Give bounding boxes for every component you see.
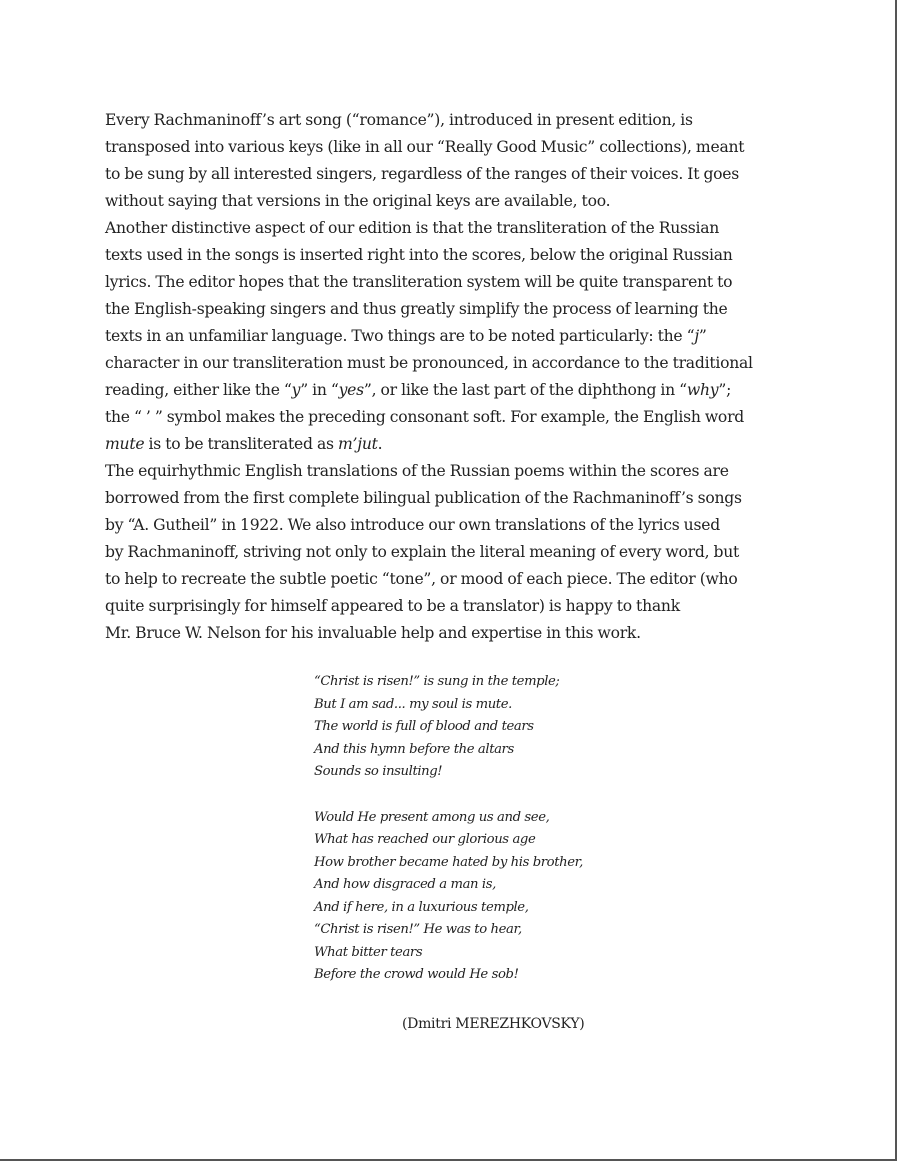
y-letter: y bbox=[291, 381, 301, 399]
intro-line: borrowed from the first complete bilingual publication of the Rachmaninoff’s songs bbox=[105, 489, 742, 507]
poem-stanza-1 bbox=[314, 671, 583, 784]
intro-text: ” bbox=[698, 327, 707, 345]
poem-line: “Christ is risen!” He was to hear, bbox=[314, 922, 522, 937]
poem-line: The world is full of blood and tears bbox=[314, 719, 534, 734]
poem-author: (Dmitri MEREZHKOVSKY) bbox=[402, 1016, 585, 1032]
intro-line: Every Rachmaninoff’s art song (“romance”), introduced in present edition, is bbox=[105, 111, 693, 129]
intro-line: by Rachmaninoff, striving not only to explain the literal meaning of every word, but bbox=[105, 543, 740, 561]
poem-line: Sounds so insulting! bbox=[314, 764, 443, 779]
intro-line: quite surprisingly for himself appeared to be a translator) is happy to thank bbox=[105, 597, 680, 615]
intro-text: ”; bbox=[718, 381, 732, 399]
intro-line: lyrics. The editor hopes that the transliteration system will be quite transparent to bbox=[105, 273, 733, 291]
intro-text: ” in “ bbox=[300, 381, 339, 399]
mute-word: mute bbox=[105, 435, 145, 453]
intro-text: ”, or like the last part of the diphthong in “ bbox=[363, 381, 687, 399]
poem-line: And if here, in a luxurious temple, bbox=[314, 899, 529, 915]
poem-line: What has reached our glorious age bbox=[314, 832, 536, 847]
why-word: why bbox=[686, 381, 719, 399]
introduction-text bbox=[105, 107, 805, 647]
intro-line: the English-speaking singers and thus greatly simplify the process of learning the bbox=[105, 300, 728, 318]
poem-line: “Christ is risen!” is sung in the temple; bbox=[314, 674, 560, 689]
poem-line: What bitter tears bbox=[314, 944, 423, 960]
poem-line: And this hymn before the altars bbox=[314, 741, 514, 757]
poem-line: Would He present among us and see, bbox=[314, 809, 550, 825]
intro-line: texts used in the songs is inserted right into the scores, below the original Russian bbox=[105, 246, 733, 264]
j-character: j bbox=[694, 327, 699, 345]
poem-line: And how disgraced a man is, bbox=[314, 877, 496, 892]
intro-line bbox=[105, 323, 805, 350]
intro-line: Mr. Bruce W. Nelson for his invaluable help and expertise in this work. bbox=[105, 624, 641, 642]
poem-line: How brother became hated by his brother, bbox=[314, 854, 583, 870]
intro-line: by “A. Gutheil” in 1922. We also introduce our own translations of the lyrics used bbox=[105, 516, 720, 534]
intro-line: the “ ’ ” symbol makes the preceding consonant soft. For example, the English word bbox=[105, 408, 745, 426]
intro-line: to be sung by all interested singers, regardless of the ranges of their voices. It goes bbox=[105, 165, 740, 183]
intro-line: to help to recreate the subtle poetic “tone”, or mood of each piece. The editor (who bbox=[105, 570, 738, 588]
poem bbox=[314, 671, 583, 1010]
intro-text: is to be transliterated as bbox=[144, 435, 338, 453]
poem-line: Before the crowd would He sob! bbox=[314, 967, 519, 982]
intro-line: without saying that versions in the original keys are available, too. bbox=[105, 192, 611, 210]
mute-transliteration: m’jut bbox=[337, 435, 378, 453]
intro-text: texts in an unfamiliar language. Two things are to be noted particularly: the “ bbox=[105, 327, 695, 345]
intro-line: Another distinctive aspect of our edition is that the transliteration of the Russian bbox=[105, 219, 720, 237]
intro-line: transposed into various keys (like in all our “Really Good Music” collections), meant bbox=[105, 138, 745, 156]
intro-text: reading, either like the “ bbox=[105, 381, 292, 399]
intro-line: character in our transliteration must be pronounced, in accordance to the traditional bbox=[105, 354, 753, 372]
poem-line: But I am sad... my soul is mute. bbox=[314, 696, 512, 712]
poem-stanza-2 bbox=[314, 807, 583, 987]
intro-line: The equirhythmic English translations of the Russian poems within the scores are bbox=[105, 462, 729, 480]
yes-word: yes bbox=[338, 381, 364, 399]
intro-line bbox=[105, 377, 805, 404]
intro-line bbox=[105, 431, 805, 458]
intro-text: . bbox=[377, 435, 383, 453]
